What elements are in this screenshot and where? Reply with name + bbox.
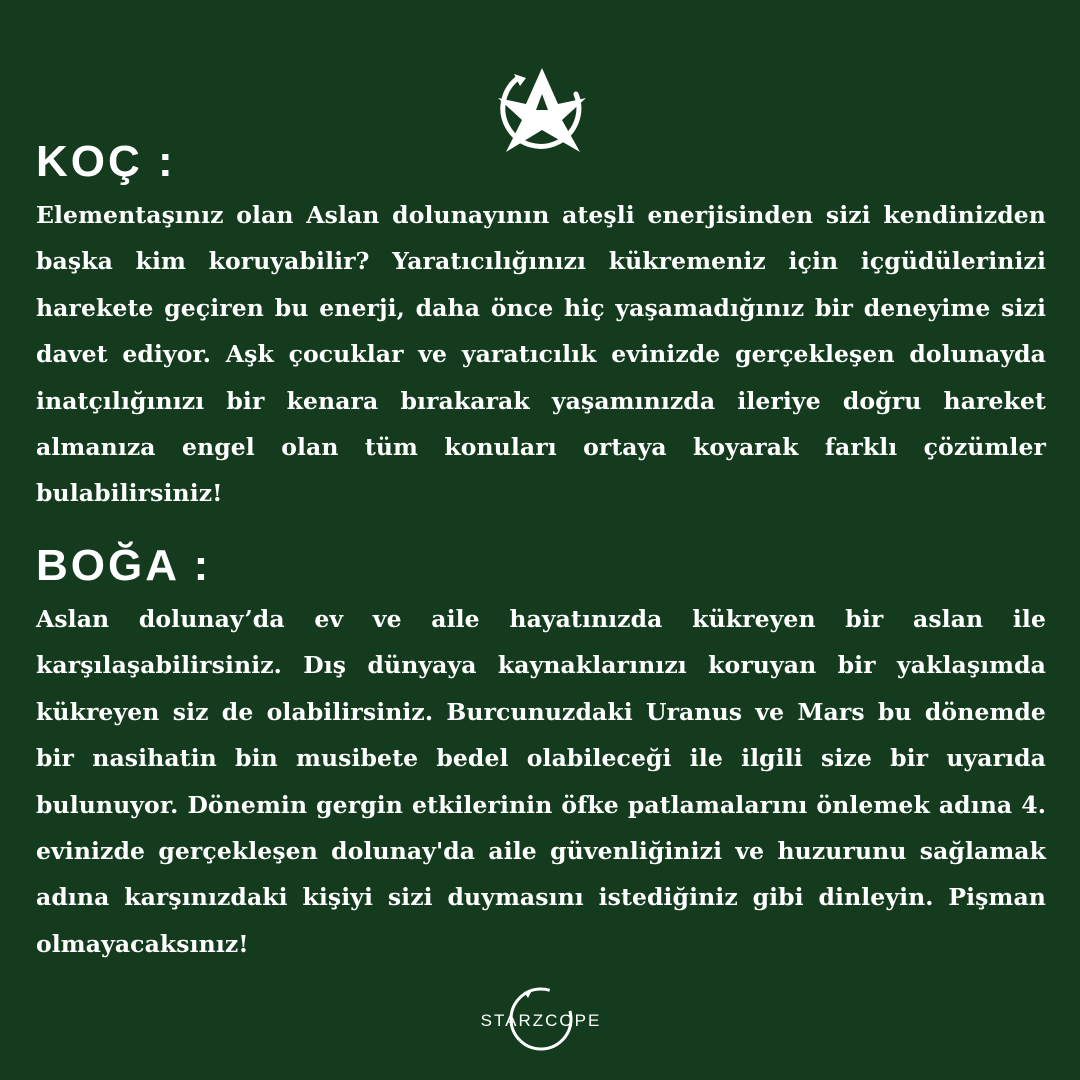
paragraph-koc: Elementaşınız olan Aslan dolunayının ateşli enerjisinden sizi kendinizden başka kim koruyabilir? Yaratıcılığınızı kükremeniz için içgüdülerinizi harekete geçiren bu enerji, daha önce hiç yaşamadığınız bir deneyime sizi davet ediyor. Aşk çocuklar ve yaratıcılık evinizde gerçekleşen dolunayda inatçılığınızı bir kenara bırakarak yaşamınızda ileriye doğru hareket almanıza engel olan tüm konuları ortaya koyarak farklı çözümler bulabilirsiniz!: [36, 201, 1046, 508]
paragraph-boga: Aslan dolunay’da ev ve aile hayatınızda kükreyen bir aslan ile karşılaşabilirsiniz. Dış dünyaya kaynaklarınızı koruyan bir yaklaşımda kükreyen siz de olabilirsiniz. Burcunuzdaki Uranus ve Mars bu dönemde bir nasihatin bin musibete bedel olabileceği ile ilgili size bir uyarıda bulunuyor. Dönemin gergin etkilerinin öfke patlamalarını önlemek adına 4. evinizde gerçekleşen dolunay'da aile güvenliğinizi ve huzurunu sağlamak adına karşınızdaki kişiyi sizi duymasını istediğiniz gibi dinleyin. Pişman olmayacaksınız!: [36, 605, 1046, 958]
heading-boga: BOĞA :: [36, 541, 212, 590]
brand-name-text: STARZCOPE: [480, 1011, 602, 1030]
section-boga: [36, 536, 1046, 967]
section-koc: [36, 132, 1046, 517]
heading-koc: KOÇ :: [36, 137, 176, 186]
starzcope-wordmark-logo: [466, 984, 616, 1054]
